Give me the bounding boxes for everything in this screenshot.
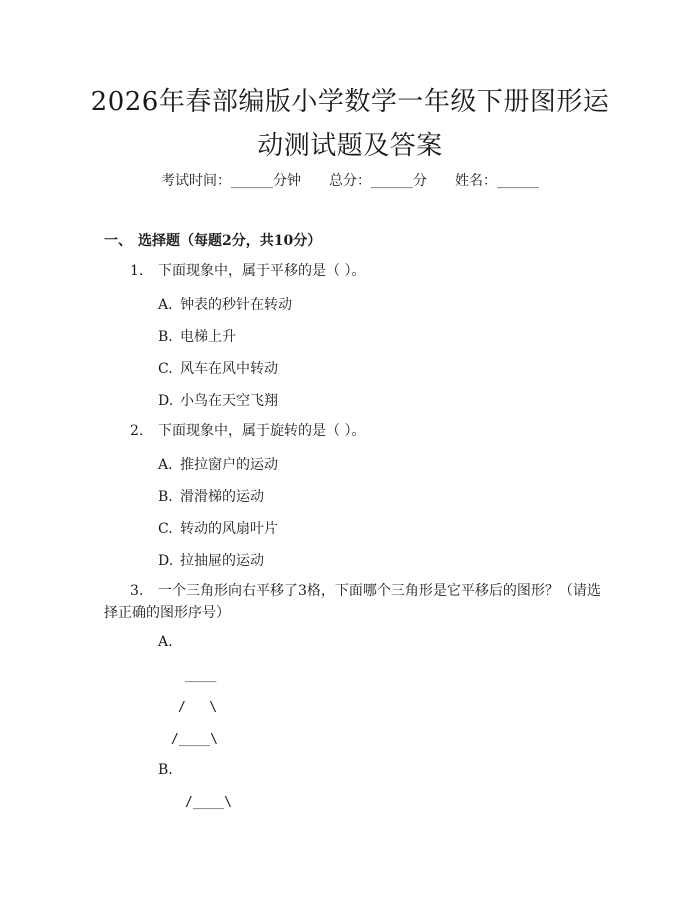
question-text: 下面现象中，属于旋转的是（ ）。 — [158, 423, 366, 439]
option-text: 电梯上升 — [180, 329, 236, 345]
title-line-1: 2026年春部编版小学数学一年级下册图形运 — [90, 87, 610, 117]
q3-option-b-label: B. — [158, 762, 173, 778]
option-letter: D. — [158, 553, 174, 569]
option-text: 拉抽屉的运动 — [180, 553, 264, 569]
student-name-field: 姓名：______ — [455, 173, 539, 189]
q1-option-d — [158, 390, 278, 410]
q1-option-c — [158, 358, 278, 378]
option-letter: D. — [158, 393, 174, 409]
exam-total-score: 总分：______分 — [329, 173, 427, 189]
q3-figure-a-line-1: ____ — [185, 668, 217, 683]
title-line-2: 动测试题及答案 — [257, 131, 443, 161]
option-letter: A. — [158, 297, 173, 313]
exam-time: 考试时间：______分钟 — [161, 173, 301, 189]
option-text: 滑滑梯的运动 — [180, 489, 264, 505]
question-number: 1. — [130, 263, 144, 279]
question-number: 2. — [130, 423, 144, 439]
document-title — [90, 80, 610, 168]
section-heading-1 — [104, 230, 321, 250]
q3-figure-b-line-1: /____\ — [185, 795, 232, 810]
question-number: 3. — [130, 583, 144, 599]
question-1 — [130, 260, 365, 282]
q3-option-a-label: A. — [158, 634, 173, 650]
option-text: 推拉窗户的运动 — [180, 457, 278, 473]
question-text-line-1: 一个三角形向右平移了3格，下面哪个三角形是它平移后的图形？（请选 — [158, 583, 601, 599]
q1-option-b — [158, 326, 236, 346]
q2-option-c — [158, 518, 278, 538]
question-2 — [130, 420, 365, 442]
question-text-line-2: 择正确的图形序号） — [104, 605, 230, 621]
exam-info — [0, 170, 700, 190]
option-letter: C. — [158, 361, 173, 377]
q3-figure-a-line-2: / \ — [178, 700, 218, 715]
q2-option-b — [158, 486, 264, 506]
option-text: 钟表的秒针在转动 — [180, 297, 292, 313]
question-text: 下面现象中，属于平移的是（ ）。 — [158, 263, 366, 279]
option-text: 风车在风中转动 — [180, 361, 278, 377]
option-text: 转动的风扇叶片 — [180, 521, 278, 537]
option-text: 小鸟在天空飞翔 — [180, 393, 278, 409]
option-letter: B. — [158, 329, 173, 345]
option-letter: B. — [158, 489, 173, 505]
section-label: 选择题（每题2分，共10分） — [138, 233, 322, 249]
q1-option-a — [158, 294, 292, 314]
q2-option-a — [158, 454, 278, 474]
option-letter: C. — [158, 521, 173, 537]
q2-option-d — [158, 550, 264, 570]
option-letter: A. — [158, 457, 173, 473]
question-3 — [104, 580, 610, 624]
q3-figure-a-line-3: /____\ — [171, 732, 218, 747]
section-number: 一、 — [104, 233, 132, 249]
